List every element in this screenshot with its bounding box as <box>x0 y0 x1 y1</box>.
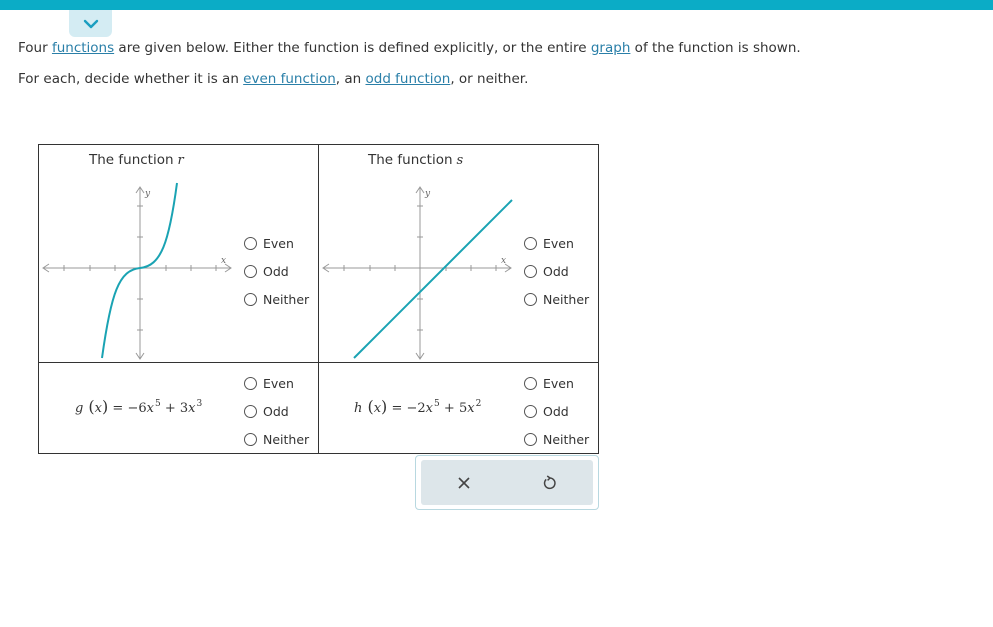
y-axis-label: y <box>145 189 151 199</box>
h-option-odd[interactable] <box>524 397 589 425</box>
option-label: Neither <box>263 291 310 307</box>
h-option-even[interactable] <box>524 369 589 397</box>
text: , or neither. <box>450 71 529 87</box>
plus-sign: + <box>164 401 176 416</box>
radio-button[interactable] <box>244 265 257 278</box>
equals-sign: = <box>391 401 403 416</box>
radio-button[interactable] <box>524 237 537 250</box>
option-label: Even <box>263 235 294 251</box>
g-option-odd[interactable] <box>244 397 309 425</box>
s-option-even[interactable] <box>524 229 589 257</box>
function-h-formula: h $(x) = -2x^5 + 5x^2$ <box>354 397 482 416</box>
variable: x <box>94 401 102 416</box>
function-h-options <box>524 369 589 453</box>
odd-function-link[interactable]: odd function <box>365 71 451 87</box>
r-option-odd[interactable] <box>244 257 309 285</box>
g-option-neither[interactable] <box>244 425 309 453</box>
instructions-line-2 <box>18 71 528 87</box>
instructions-line-1 <box>18 40 801 56</box>
plus-sign: + <box>443 401 455 416</box>
function-name: r <box>177 153 184 168</box>
undo-icon <box>542 475 558 491</box>
coefficient: 6 <box>138 401 147 416</box>
function-r-graph <box>39 173 239 363</box>
function-g-cell <box>39 363 319 453</box>
minus-sign: − <box>127 401 139 416</box>
chevron-down-icon <box>83 19 99 29</box>
s-option-odd[interactable] <box>524 257 589 285</box>
exponent: 5 <box>154 399 161 409</box>
option-label: Even <box>263 375 294 391</box>
option-label: Even <box>543 235 574 251</box>
function-name: s <box>456 153 464 168</box>
option-label: Neither <box>263 431 310 447</box>
function-r-cell <box>39 145 319 363</box>
radio-button[interactable] <box>524 293 537 306</box>
exponent: 2 <box>475 399 482 409</box>
coefficient: 5 <box>458 401 468 416</box>
function-s-cell <box>319 145 598 363</box>
variable: x <box>373 401 382 416</box>
exponent: 5 <box>434 399 440 409</box>
collapse-toggle[interactable] <box>69 10 112 37</box>
clear-button[interactable] <box>421 460 507 505</box>
radio-button[interactable] <box>524 377 537 390</box>
text: are given below. Either the function is defined explicitly, or the entire <box>114 40 591 56</box>
text: Four <box>18 40 52 56</box>
radio-button[interactable] <box>244 433 257 446</box>
radio-button[interactable] <box>244 237 257 250</box>
radio-button[interactable] <box>244 405 257 418</box>
title-text: The function <box>368 152 453 168</box>
radio-button[interactable] <box>244 377 257 390</box>
graph-link[interactable]: graph <box>590 40 631 56</box>
r-option-neither[interactable] <box>244 285 309 313</box>
text: of the function is shown. <box>630 40 801 56</box>
function-s-graph <box>319 173 519 363</box>
h-option-neither[interactable] <box>524 425 589 453</box>
option-label: Odd <box>543 263 569 279</box>
exponent: 3 <box>196 399 203 409</box>
coefficient: 3 <box>179 401 189 416</box>
option-label: Neither <box>543 291 590 307</box>
function-name: g <box>75 401 84 416</box>
title-text: The function <box>89 152 174 168</box>
radio-button[interactable] <box>524 265 537 278</box>
function-name: h <box>354 401 363 416</box>
text: , an <box>335 71 366 87</box>
option-label: Odd <box>263 403 289 419</box>
variable: x <box>146 401 154 416</box>
variable: x <box>188 401 196 416</box>
y-axis-label: y <box>425 189 431 199</box>
function-s-line <box>354 200 512 358</box>
function-s-title <box>368 152 463 168</box>
x-axis-label: x <box>221 256 227 266</box>
function-h-cell <box>319 363 598 453</box>
s-option-neither[interactable] <box>524 285 589 313</box>
top-accent-bar <box>0 0 993 10</box>
g-option-even[interactable] <box>244 369 309 397</box>
variable: x <box>467 401 475 416</box>
variable: x <box>425 401 434 416</box>
function-s-options <box>524 229 589 313</box>
action-bar <box>421 460 593 505</box>
functions-link[interactable]: functions <box>51 40 115 56</box>
function-r-title <box>89 152 184 168</box>
option-label: Odd <box>543 403 569 419</box>
coefficient: 2 <box>417 401 426 416</box>
answer-actions <box>415 455 599 510</box>
option-label: Odd <box>263 263 289 279</box>
r-option-even[interactable] <box>244 229 309 257</box>
functions-grid <box>38 144 599 454</box>
text: For each, decide whether it is an <box>18 71 244 87</box>
close-icon <box>457 476 471 490</box>
radio-button[interactable] <box>524 433 537 446</box>
even-function-link[interactable]: even function <box>243 71 336 87</box>
function-g-formula: g $(x) = -6x^5 + 3x^3$ <box>75 397 203 416</box>
option-label: Neither <box>543 431 590 447</box>
undo-button[interactable] <box>507 460 593 505</box>
equals-sign: = <box>112 401 124 416</box>
radio-button[interactable] <box>524 405 537 418</box>
option-label: Even <box>543 375 574 391</box>
x-axis-label: x <box>501 256 507 266</box>
radio-button[interactable] <box>244 293 257 306</box>
minus-sign: − <box>406 401 418 416</box>
function-r-options <box>244 229 309 313</box>
function-g-options <box>244 369 309 453</box>
